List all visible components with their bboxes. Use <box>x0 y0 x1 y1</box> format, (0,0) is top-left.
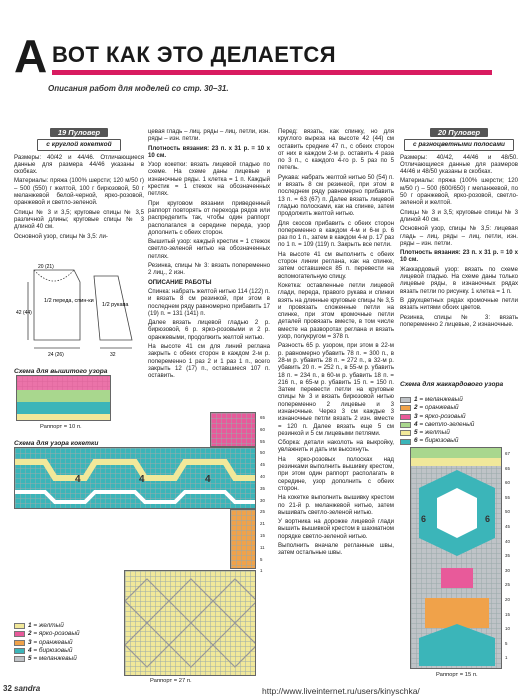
model-19-base-stitch: Основной узор, спицы № 3,5: ли- <box>14 232 108 240</box>
paragraph: цевая гладь – лиц. ряды – лиц. петли, изн. ряды – изн. петли. <box>148 128 270 143</box>
measure-top: 20 (21) <box>38 264 54 270</box>
model-19-name: с круглой кокеткой <box>37 139 120 150</box>
swatch-melange <box>14 656 25 662</box>
measure-width: 24 (26) <box>48 352 64 358</box>
legend-item: 4 = светло-зеленый <box>400 421 474 429</box>
header-initial: А <box>14 30 48 82</box>
swatch-pink <box>400 414 411 420</box>
yoke-chart-title: Схема для узора кокетки <box>14 440 99 447</box>
source-url: http://www.liveinternet.ru/users/kinyschka/ <box>262 686 420 696</box>
swatch-green <box>400 422 411 428</box>
swatch-pink <box>14 631 25 637</box>
paragraph: Разность 65 р. узором, при этом в 22-м р. равномерно убавить 78 п. = 300 п., в 28-м р. убавить 28 п. = 272 п., в 32-м р. убавить 20 п. = 252 п., в 55-м р. убавить 18 п. = 234 п., в 60-м р. убавить 18 п. = 216 п., в 65-м р. убавить 15 п. = 150 п. Затем перевести петли на круговые спицы № 3 и вязать бирюзовой нитью попеременно 2 лицевые и 3 изнаночные. Через 3 см каждые 3 изнаночные петли вязать 2 изн. вместе = 120 п. Далее вязать еще 5 см резинкой и 5 см лицевыми петлями. <box>278 342 394 437</box>
legend-item: 2 = оранжевый <box>400 404 474 412</box>
model-20-jacquard: Жаккардовый узор: вязать по схеме лицевой гладью. На схеме даны только лицевые ряды, в изнаночных рядах вязать петли по рисунку. 1 клетка = 1 п. <box>400 265 518 295</box>
jacquard-chart-title: Схема для жаккардового узора <box>400 381 504 388</box>
model-20-rib: Резинка, спицы № 3: вязать попеременно 2 лицевые, 2 изнаночные. <box>400 313 518 328</box>
swatch-orange <box>400 405 411 411</box>
embroidery-band-yellow <box>17 414 111 421</box>
column-3 <box>278 128 394 559</box>
legend-model-19 <box>14 622 80 663</box>
model-20-name: с разноцветными полосами <box>404 139 514 150</box>
svg-text:6: 6 <box>421 514 427 524</box>
model-20-density: Плотность вязания: 23 п. x 31 р. = 10 x 10 см. <box>400 249 518 264</box>
legend-item: 1 = желтый <box>14 622 80 630</box>
legend-item: 6 = бирюзовый <box>400 437 474 445</box>
front-label: 1/2 переда, спин-ки <box>44 298 94 304</box>
model-20-sizes: Размеры: 40/42, 44/46 и 48/50. Отличающиеся данные для размеров 44/46 и 48/50 указаны в скобках. <box>400 153 518 176</box>
paragraph: На высоте 41 см для линий реглана закрыть с обеих сторон в каждом 2-м р. попеременно 1 раз 2 и 1 раз 1 п., всего закрыть 12 (17) п., оставшиеся 107 п. оставить. <box>148 343 270 380</box>
yoke-chart-side-orange <box>230 509 256 569</box>
paragraph: Выполнить вначале регланные швы, затем остальные швы. <box>278 542 394 557</box>
page-title: ВОТ КАК ЭТО ДЕЛАЕТСЯ <box>52 42 337 67</box>
legend-item: 3 = оранжевый <box>14 639 80 647</box>
swatch-turquoise <box>14 648 25 654</box>
paragraph: Для скосов прибавить с обеих сторон попеременно в каждом 4-м и 6-м р. 6 раз по 1 п., затем в каждом 4-м р. 17 раз по 1 п. = 109 (119) п. Закрыть все петли. <box>278 219 394 249</box>
embroidery-chart <box>16 375 111 421</box>
paragraph: Рукава: набрать желтой нитью 50 (54) п. и вязать 8 см резинкой, при этом в последнем ряду равномерно прибавить 13 п. = 63 (67) п. Далее вязать лицевой гладью полосками, как на спинке, затем продолжить желтой нитью. <box>278 173 394 218</box>
model-20-number: 20 Пуловер <box>430 128 488 137</box>
yoke-row-numbers: 65 60 55 50 45 40 35 30 25 21 15 11 5 1 <box>260 415 265 574</box>
embroidery-chart-title: Схема для вышитого узора <box>14 368 108 375</box>
paragraph: Вышитый узор: каждый крестик = 1 стежок светло-зеленой нитью на обозначенных петлях. <box>148 238 270 260</box>
legend-item: 5 = желтый <box>400 429 474 437</box>
embroidery-rapport: Раппорт = 10 п. <box>40 424 82 430</box>
model-19-materials: Материалы: пряжа (100% шерсти; 120 м/50 г) – 500 (550) г желтой, 100 г бирюзовой, 50 г меланжевой белой-черной, ярко-розовой, оранжевой и светло-зеленой. <box>14 177 144 207</box>
jacquard-rapport: Раппорт = 15 п. <box>436 672 478 678</box>
paragraph: Плотность вязания: 23 п. x 31 р. = 10 x 10 см. <box>148 144 270 159</box>
yoke-diamond-pattern <box>125 571 256 676</box>
yoke-chart-band <box>14 447 256 509</box>
model-20-needles: Спицы № 3 и 3,5; круговые спицы № 3 длиной 40 см. <box>400 208 518 223</box>
paragraph: На ярко-розовых полосках над резинками выполнить вышивку крестом, при этом один раппорт располагать в середине, узор дополнить с обеих сторон. <box>278 455 394 492</box>
model-19-sizes: Размеры: 40/42 и 44/46. Отличающиеся данные для размера 44/46 указаны в скобках. <box>14 153 144 176</box>
garment-schematic <box>14 262 144 358</box>
swatch-melange <box>400 397 411 403</box>
column-2 <box>148 128 270 382</box>
model-20-base-stitch: Основной узор, спицы № 3,5: лицевая гладь – лиц. ряды – лиц. петли, изн. ряды – изн. петли. <box>400 225 518 247</box>
svg-text:4: 4 <box>205 474 211 485</box>
legend-item: 3 = ярко-розовый <box>400 413 474 421</box>
sleeve-label: 1/2 рукава <box>102 302 129 308</box>
legend-item: 2 = ярко-розовый <box>14 630 80 638</box>
section-heading: ОПИСАНИЕ РАБОТЫ <box>148 278 212 286</box>
paragraph: При круговом вязании приведенный раппорт повторять от перехода рядов или распределить так, чтобы один раппорт располагался в середине переда, узор дополнить с обеих сторон. <box>148 199 270 236</box>
paragraph: Кокетка: оставленные петли лицевой глади, переда, правого рукава и спинки взять на длинные круговые спицы № 3,5 и провязать сложенные петли на спинке, при этом кромочные петли деталей провязать вместе, в том числе вместе на разворотах реглана и вязать узор, полукругом = 378 п. <box>278 281 394 341</box>
model-20-note: В двухцветных рядах кромочные петли вязать нитями обоих цветов. <box>400 296 518 312</box>
paragraph: Резинка, спицы № 3: вязать попеременно 2 лиц., 2 изн. <box>148 262 270 277</box>
measure-height: 42 (44) <box>16 310 32 316</box>
page-number: 32 <box>3 684 12 693</box>
paragraph: На кокетке выполнить вышивку крестом по 21-й р. меланжевой нитью, затем вышивать светло-зеленой нитью. <box>278 494 394 516</box>
right-column <box>400 128 518 330</box>
yoke-rapport: Раппорт = 27 п. <box>150 678 192 684</box>
magazine-brand: sandra <box>14 684 41 693</box>
svg-text:6: 6 <box>485 514 491 524</box>
paragraph: У вортника на дорожке лицевой глади вышить вышивкой крестом в шахматном порядке светло-зеленой нитью. <box>278 518 394 540</box>
left-column <box>14 128 144 242</box>
swatch-yellow <box>400 430 411 436</box>
page-subtitle: Описания работ для моделей со стр. 30–31. <box>48 84 229 93</box>
swatch-orange <box>14 640 25 646</box>
paragraph: Далее вязать лицевой гладью 2 р. бирюзовой, 6 р. ярко-розовыми и 2 р. оранжевыми, продолжить желтой нитью. <box>148 319 270 341</box>
embroidery-band-green <box>17 390 111 402</box>
paragraph: Спинка: набрать желтой нитью 114 (122) п. и вязать 8 см резинкой, при этом в последнем ряду равномерно прибавить 17 (19) п. = 131 (141) п. <box>148 287 270 317</box>
model-19-needles: Спицы № 3 и 3,5; круговые спицы № 3,5 различной длины; круговые спицы № 3 длиной 40 см. <box>14 208 144 231</box>
yoke-wave-pattern <box>15 448 256 509</box>
yoke-chart-top-pink <box>210 412 256 447</box>
legend-item: 1 = меланжевый <box>400 396 474 404</box>
model-20-materials: Материалы: пряжа (100% шерсти; 120 м/50 г) – 500 (600/650) г меланжевой, по 50 г оранжевой, ярко-розовой, светло-зеленой и желтой. <box>400 177 518 207</box>
swatch-turquoise <box>400 439 411 445</box>
embroidery-band-pink <box>17 376 111 390</box>
model-19-number: 19 Пуловер <box>50 128 108 137</box>
paragraph: Перед: вязать, как спинку, но для круглого выреза на высоте 42 (44) см оставить средние 47 п., с обеих сторон от них в каждом 2-м р. оставить 4 раза по 3 п., с каждого 4-го р. 5 раз по 5 петель. <box>278 128 394 172</box>
header-accent-bar <box>52 70 492 75</box>
paragraph: Узор кокетки: вязать лицевой гладью по схеме. На схеме даны лицевые и изнаночные ряды. 1 клетка = 1 п. Каждый крестик = 1 стежок на обозначенных петлях. <box>148 161 270 198</box>
legend-item: 5 = меланжевый <box>14 655 80 663</box>
measure-sleeve-width: 32 <box>110 352 116 358</box>
paragraph: На высоте 41 см выполнить с обеих сторон линии реглана, как на спинке, затем оставшиеся 85 п. перевести на вспомогательную спицу. <box>278 250 394 280</box>
svg-text:4: 4 <box>139 474 145 485</box>
legend-model-20 <box>400 396 474 446</box>
jacquard-row-numbers: 67 65 60 55 50 45 40 35 30 25 20 15 10 5 1 <box>505 451 510 661</box>
swatch-yellow <box>14 623 25 629</box>
yoke-chart-bottom-yellow <box>124 570 256 676</box>
jacquard-chart <box>410 447 502 669</box>
paragraph: Сборка: детали наколоть на выкройку, увлажнить и дать им высохнуть. <box>278 439 394 454</box>
legend-item: 4 = бирюзовый <box>14 647 80 655</box>
svg-text:4: 4 <box>75 474 81 485</box>
jacquard-motif <box>411 448 502 669</box>
embroidery-band-turquoise <box>17 402 111 414</box>
